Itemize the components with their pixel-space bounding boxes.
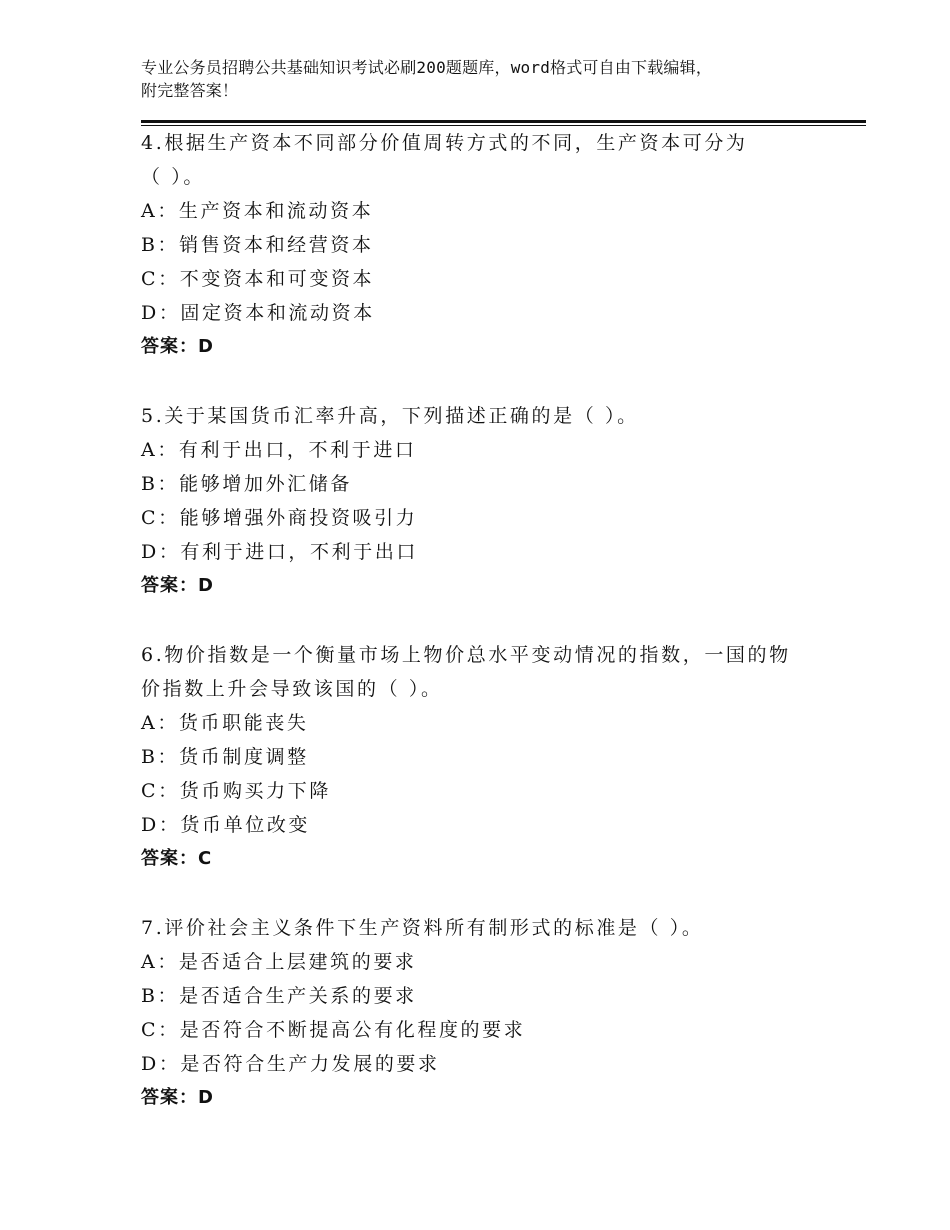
option-d: D：有利于进口，不利于出口 [141,541,419,563]
question-stem-line: 5.关于某国货币汇率升高，下列描述正确的是（ ）。 [141,405,639,427]
option-c: C：不变资本和可变资本 [141,268,375,290]
option-d: D：固定资本和流动资本 [141,302,375,324]
option-a: A：是否适合上层建筑的要求 [141,951,417,973]
answer-line: 答案：D [141,575,214,596]
option-b: B：货币制度调整 [141,746,309,768]
option-a: A：有利于出口，不利于进口 [141,439,417,461]
question-stem-line: 7.评价社会主义条件下生产资料所有制形式的标准是（ ）。 [141,917,704,939]
question-stem-line: 6.物价指数是一个衡量市场上物价总水平变动情况的指数，一国的物 [141,644,791,666]
option-b: B：销售资本和经营资本 [141,234,374,256]
answer-line: 答案：C [141,848,213,869]
option-c: C：能够增强外商投资吸引力 [141,507,418,529]
option-c: C：是否符合不断提高公有化程度的要求 [141,1019,526,1041]
question-stem-line: （ ）。 [141,166,205,188]
document-header [141,56,841,102]
question-5 [141,399,841,603]
option-d: D：是否符合生产力发展的要求 [141,1053,440,1075]
option-b: B：能够增加外汇储备 [141,473,352,495]
answer-line: 答案：D [141,336,214,357]
question-stem-line: 价指数上升会导致该国的（ ）。 [141,678,443,700]
header-line-2: 附完整答案！ [141,81,239,100]
answer-line: 答案：D [141,1087,214,1108]
option-a: A：货币职能丧失 [141,712,309,734]
option-a: A：生产资本和流动资本 [141,200,374,222]
option-d: D：货币单位改变 [141,814,311,836]
question-4 [141,126,841,364]
question-6 [141,638,841,876]
question-7 [141,911,841,1115]
header-line-1: 专业公务员招聘公共基础知识考试必刷200题题库，word格式可自由下载编辑， [141,58,713,77]
header-divider [141,120,866,123]
option-c: C：货币购买力下降 [141,780,331,802]
question-stem-line: 4.根据生产资本不同部分价值周转方式的不同，生产资本可分为 [141,132,748,154]
option-b: B：是否适合生产关系的要求 [141,985,417,1007]
